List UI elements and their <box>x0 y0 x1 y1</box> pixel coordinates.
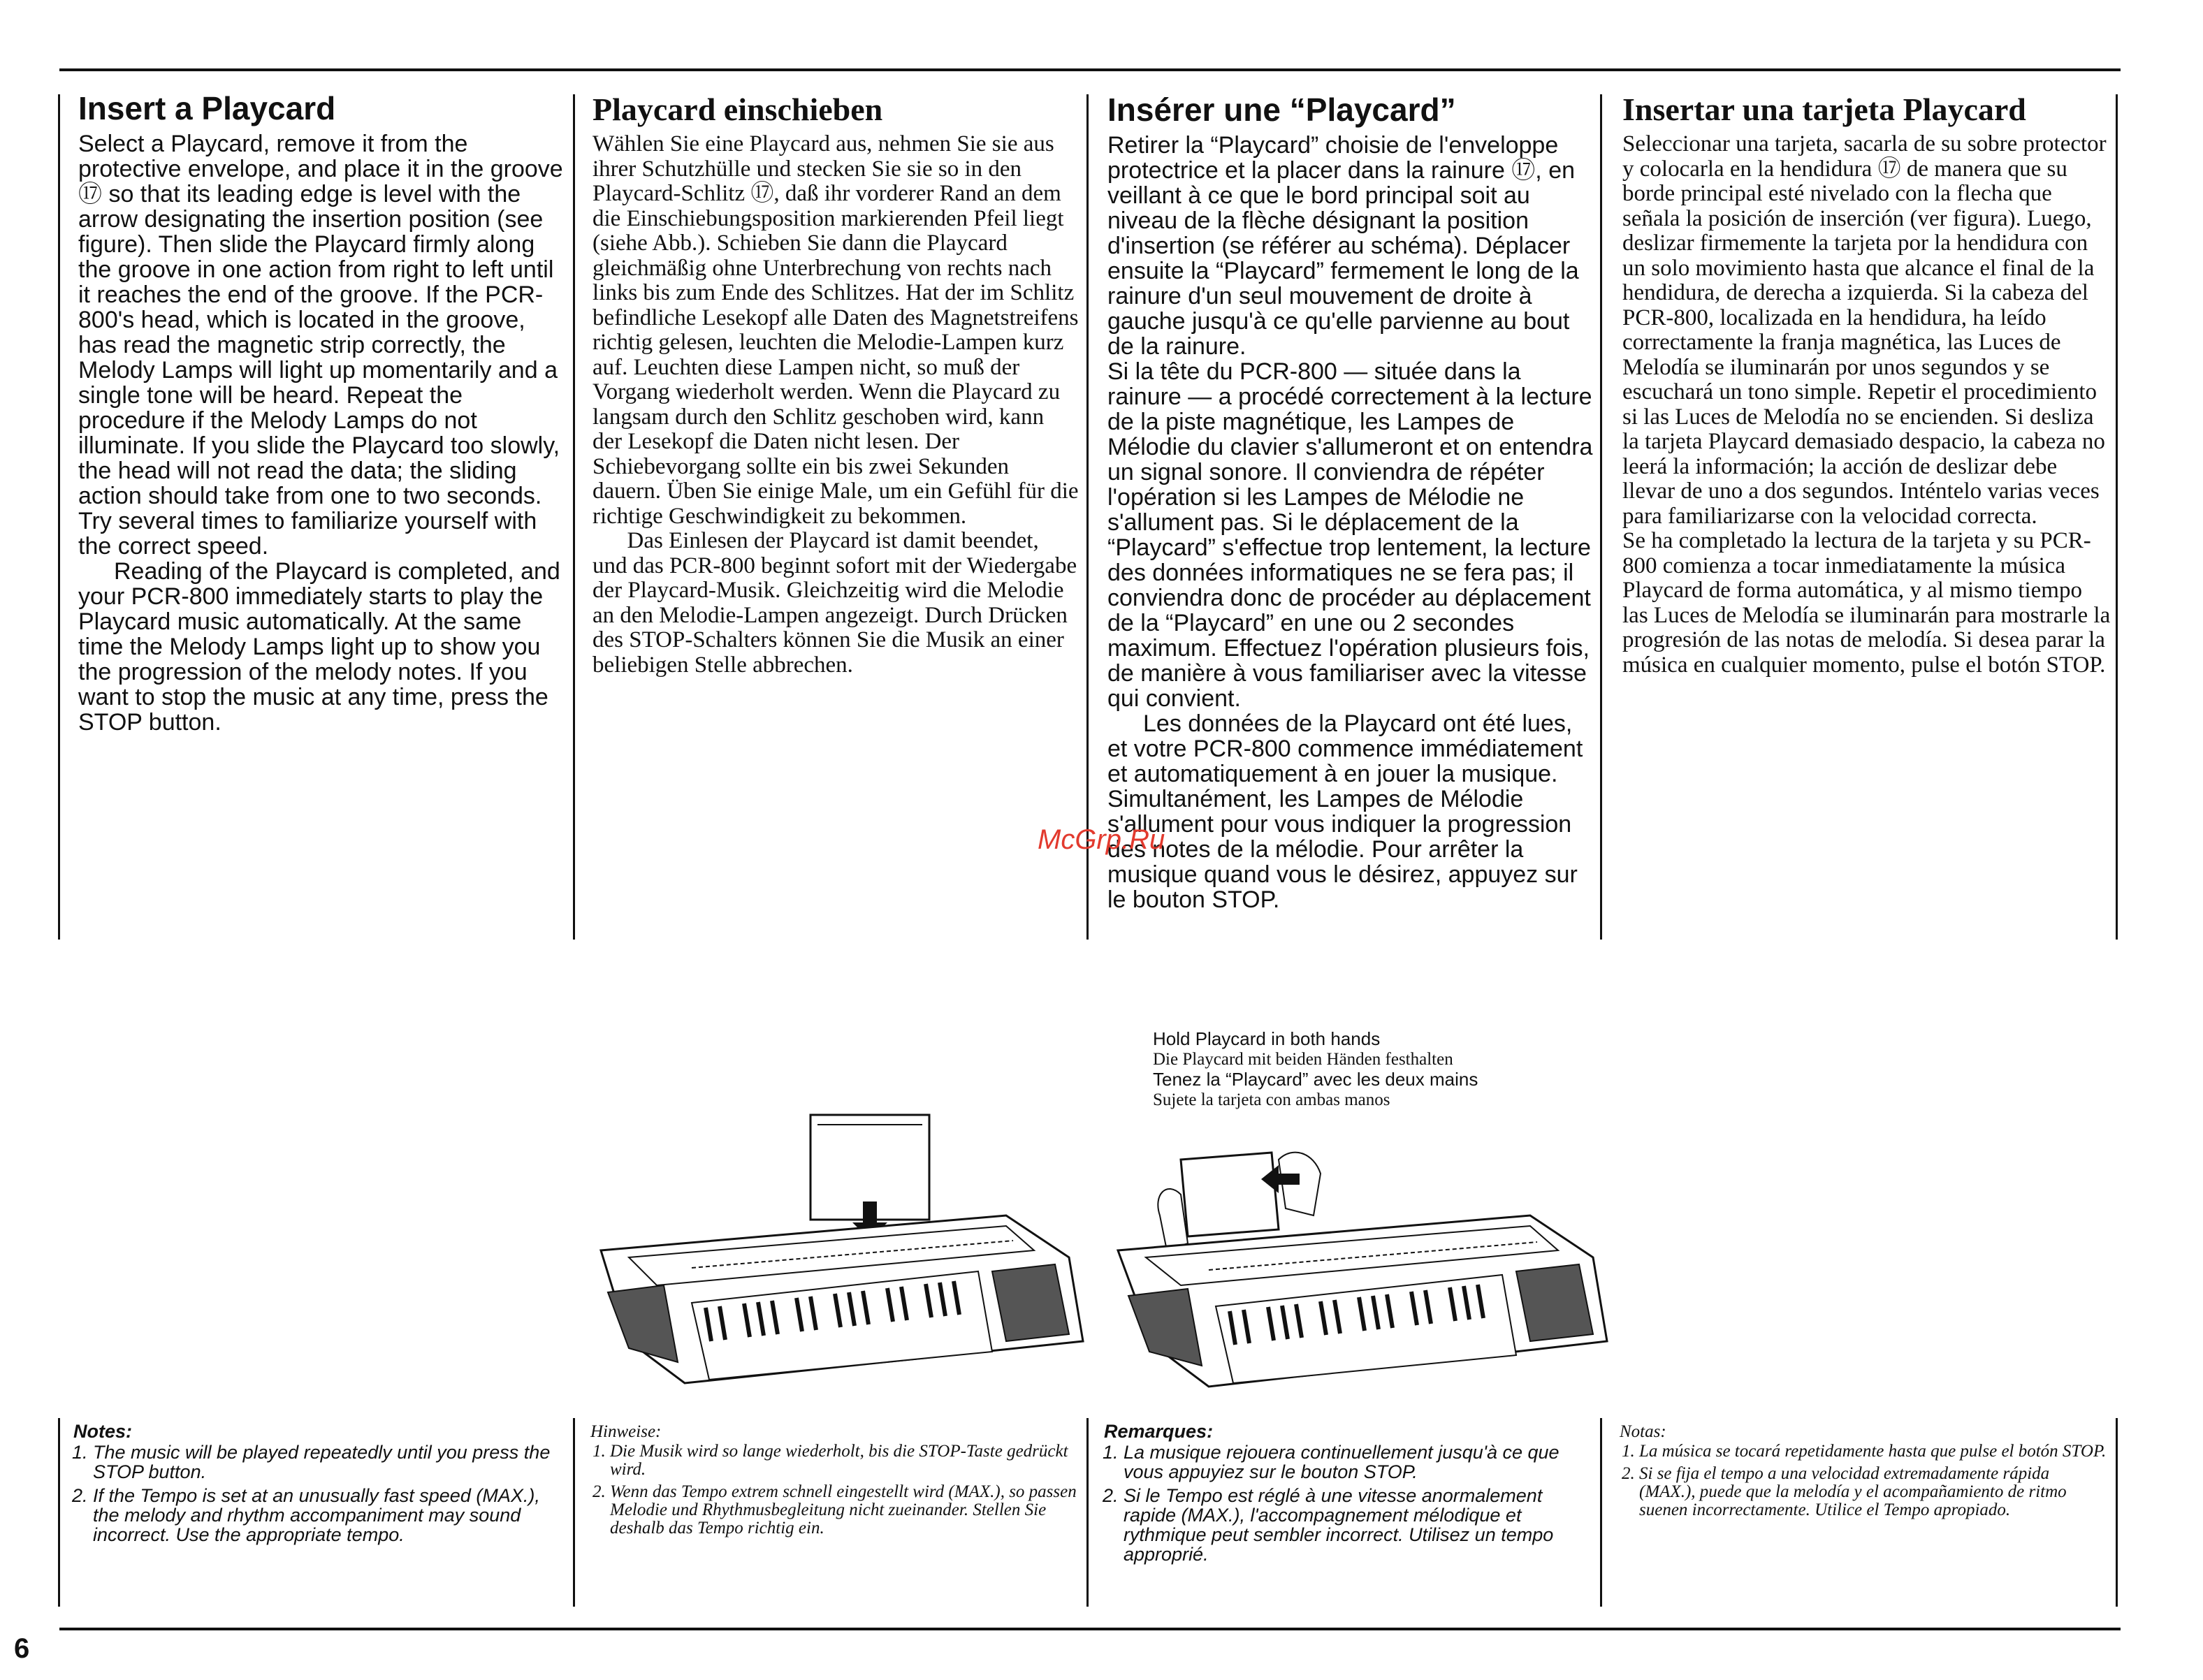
note-german-1: 1. Die Musik wird so lange wiederholt, bis die STOP-Taste gedrückt wird. <box>610 1442 1079 1479</box>
paragraph-french-1: Retirer la “Playcard” choisie de l'enveloppe protectrice et la placer dans la rainure ⑰, en veillant à ce que le bord principal soit au niveau de la flèche désignant la position d'insertion (se référer au schéma). Déplacer ensuite la “Playcard” fermement le long de la rainure d'un seul mouvement de droite à gauche jusqu'à ce qu'elle parvienne au bout de la rainure. <box>1107 132 1579 360</box>
column-divider-2 <box>573 94 575 940</box>
note-spanish-2: 2. Si se fija el tempo a una velocidad extremadamente rápida (MAX.), puede que la melodía y el acompañamiento de ritmo suenen incorrectamente. Utilice el Tempo apropiado. <box>1639 1465 2109 1519</box>
watermark: McGrp.Ru <box>1038 824 1165 855</box>
paragraph-german-2: Das Einlesen der Playcard ist damit beendet, und das PCR-800 beginnt sofort mit der Wiedergabe der Playcard-Musik. Gleichzeitig wird die Melodie an den Melodie-Lampen angezeigt. Durch Drücken des STOP-Schalters können Sie die Musik an einer beliebigen Stelle abbrechen. <box>592 528 1077 678</box>
notes-divider-1 <box>58 1418 60 1607</box>
note-german-2: 2. Wenn das Tempo extrem schnell eingestellt wird (MAX.), so passen Melodie und Rhythmusbegleitung nicht zueinander. Stellen Sie deshalb das Tempo richtig ein. <box>610 1483 1079 1537</box>
note-french-2: 2. Si le Tempo est réglé à une vitesse anormalement rapide (MAX.), l'accompagnement mélodique et rythmique peut sembler incorrect. Utilisez un tempo approprié. <box>1124 1486 1593 1564</box>
top-rule <box>59 68 2121 71</box>
right-speaker <box>992 1264 1069 1341</box>
notes-heading-spanish: Notas: <box>1620 1422 1666 1441</box>
column-divider-5 <box>2116 94 2118 940</box>
column-english <box>78 89 565 928</box>
notes-heading-english: Notes: <box>73 1421 133 1442</box>
right-speaker <box>1516 1264 1593 1341</box>
note-english-2: 2. If the Tempo is set at an unusually fast speed (MAX.), the melody and rhythm accompaniment may sound incorrect. Use the appropriate tempo. <box>93 1486 562 1544</box>
heading-english: Insert a Playcard <box>78 90 336 126</box>
caption-french: Tenez la “Playcard” avec les deux mains <box>1153 1069 1478 1090</box>
paragraph-spanish-1: Seleccionar una tarjeta, sacarla de su sobre protector y colocarla en la hendidura ⑰ de manera que su borde principal esté nivelado con la flecha que señala la posición de inserción (ver figura). Luego, deslizar firmemente la tarjeta por la hendidura con un solo movimiento hasta que alcance el final de la hendidura, de derecha a izquierda. Si la cabeza del PCR-800, localizada en la hendidura, ha leído correctamente la franja magnética, las Luces de Melodía se iluminarán por unos segundos y se escuchará un tono simple. Repetir el procedimiento si las Luces de Melodía no se encienden. Si desliza la tarjeta Playcard demasiado despacio, la cabeza no leerá la información; la acción de deslizar debe llevar de uno a dos segundos. Inténtelo varias veces para familiarizarse con la velocidad correcta. <box>1622 131 2107 529</box>
bottom-rule <box>59 1628 2121 1630</box>
notes-heading-german: Hinweise: <box>590 1422 662 1441</box>
keyboard-illustration-slide <box>1111 1132 1621 1404</box>
caption-spanish: Sujete la tarjeta con ambas manos <box>1153 1090 1390 1109</box>
note-english-1: 1. The music will be played repeatedly until you press the STOP button. <box>93 1442 562 1482</box>
notes-english <box>73 1422 562 1549</box>
notes-divider-2 <box>573 1418 575 1607</box>
column-german <box>592 91 1079 929</box>
paragraph-spanish-2: Se ha completado la lectura de la tarjeta y su PCR-800 comienza a tocar inmediatamente la música Playcard de forma automática, y al mismo tiempo las Luces de Melodía se iluminarán para mostrarle la progresión de las notas de melodía. Si desea parar la música en cualquier momento, pulse el botón STOP. <box>1622 528 2111 678</box>
paragraph-english-1: Select a Playcard, remove it from the protective envelope, and place it in the groove ⑰ so that its leading edge is level with the arrow designating the insertion position (see figure). Then slide the Playcard firmly along the groove in one action from right to left until it reaches the end of the groove. If the PCR-800's head, which is located in the groove, has read the magnetic strip correctly, the Melody Lamps will light up momentarily and a single tone will be heard. Repeat the procedure if the Melody Lamps do not illuminate. If you slide the Playcard too slowly, the head will not read the data; the sliding action should take from one to two seconds. Try several times to familiarize yourself with the correct speed. <box>78 131 563 560</box>
paragraph-french-2: Si la tête du PCR-800 — située dans la rainure — a procédé correctement à la lecture de la piste magnétique, les Lampes de Mélodie du clavier s'allumeront et on entendra un signal sonore. Il conviendra de répéter l'opération si les Lampes de Mélodie ne s'allument pas. Si le déplacement de la “Playcard” s'effectue trop lentement, la lecture des données informatiques ne se fera pas; il conviendra donc de procéder au déplacement de la “Playcard” en une ou 2 secondes maximum. Effectuez l'opération plusieurs fois, de manière à vous familiariser avec la vitesse qui convient. <box>1107 358 1593 712</box>
column-spanish <box>1622 91 2111 929</box>
notes-divider-5 <box>2116 1418 2118 1607</box>
paragraph-english-2: Reading of the Playcard is completed, and your PCR-800 immediately starts to play the Playcard music automatically. At the same time the Melody Lamps light up to show you the progression of the melody notes. If you want to stop the music at any time, press the STOP button. <box>78 558 560 736</box>
figure-caption <box>1153 1029 1478 1110</box>
caption-german: Die Playcard mit beiden Händen festhalten <box>1153 1050 1453 1069</box>
notes-divider-4 <box>1600 1418 1602 1607</box>
column-divider-1 <box>58 94 60 940</box>
heading-french: Insérer une “Playcard” <box>1107 92 1456 128</box>
note-spanish-1: 1. La música se tocará repetidamente hasta que pulse el botón STOP. <box>1639 1442 2109 1461</box>
playcard-shape <box>1181 1153 1279 1236</box>
caption-english: Hold Playcard in both hands <box>1153 1028 1381 1049</box>
notes-heading-french: Remarques: <box>1104 1421 1214 1442</box>
heading-spanish: Insertar una tarjeta Playcard <box>1622 92 2026 127</box>
column-french <box>1107 91 1593 947</box>
column-divider-4 <box>1600 94 1602 940</box>
paragraph-german-1: Wählen Sie eine Playcard aus, nehmen Sie sie aus ihrer Schutzhülle und stecken Sie sie so in den Playcard-Schlitz ⑰, daß ihr vorderer Rand an dem die Einschiebungsposition markierenden Pfeil liegt (siehe Abb.). Schieben Sie dann die Playcard gleichmäßig ohne Unterbrechung von rechts nach links bis zum Ende des Schlitzes. Hat der im Schlitz befindliche Lesekopf alle Daten des Magnetstreifens richtig gelesen, leuchten die Melodie-Lampen kurz auf. Leuchten diese Lampen nicht, so muß der Vorgang wiederholt werden. Wenn die Playcard zu langsam durch den Schlitz geschoben wird, kann der Lesekopf die Daten nicht lesen. Der Schiebevorgang sollte ein bis zwei Sekunden dauern. Üben Sie einige Male, um ein Gefühl für die richtige Geschwindigkeit zu bekommen. <box>592 131 1079 529</box>
note-french-1: 1. La musique rejouera continuellement jusqu'à ce que vous appuyiez sur le bouton STOP. <box>1124 1442 1593 1482</box>
keyboard-illustration-insert <box>587 1111 1090 1404</box>
page-number: 6 <box>14 1633 30 1664</box>
heading-german: Playcard einschieben <box>592 92 883 127</box>
column-divider-3 <box>1086 94 1089 940</box>
notes-divider-3 <box>1086 1418 1089 1607</box>
notes-german <box>590 1423 1079 1542</box>
notes-spanish <box>1620 1423 2109 1524</box>
notes-french <box>1104 1422 1593 1568</box>
paragraph-french-3: Les données de la Playcard ont été lues, et votre PCR-800 commence immédiatement et automatiquement à en jouer la musique. Simultanément, les Lampes de Mélodie s'allument pour vous indiquer la progression des notes de la mélodie. Pour arrêter la musique quand vous le désirez, appuyez sur le bouton STOP. <box>1107 710 1583 913</box>
